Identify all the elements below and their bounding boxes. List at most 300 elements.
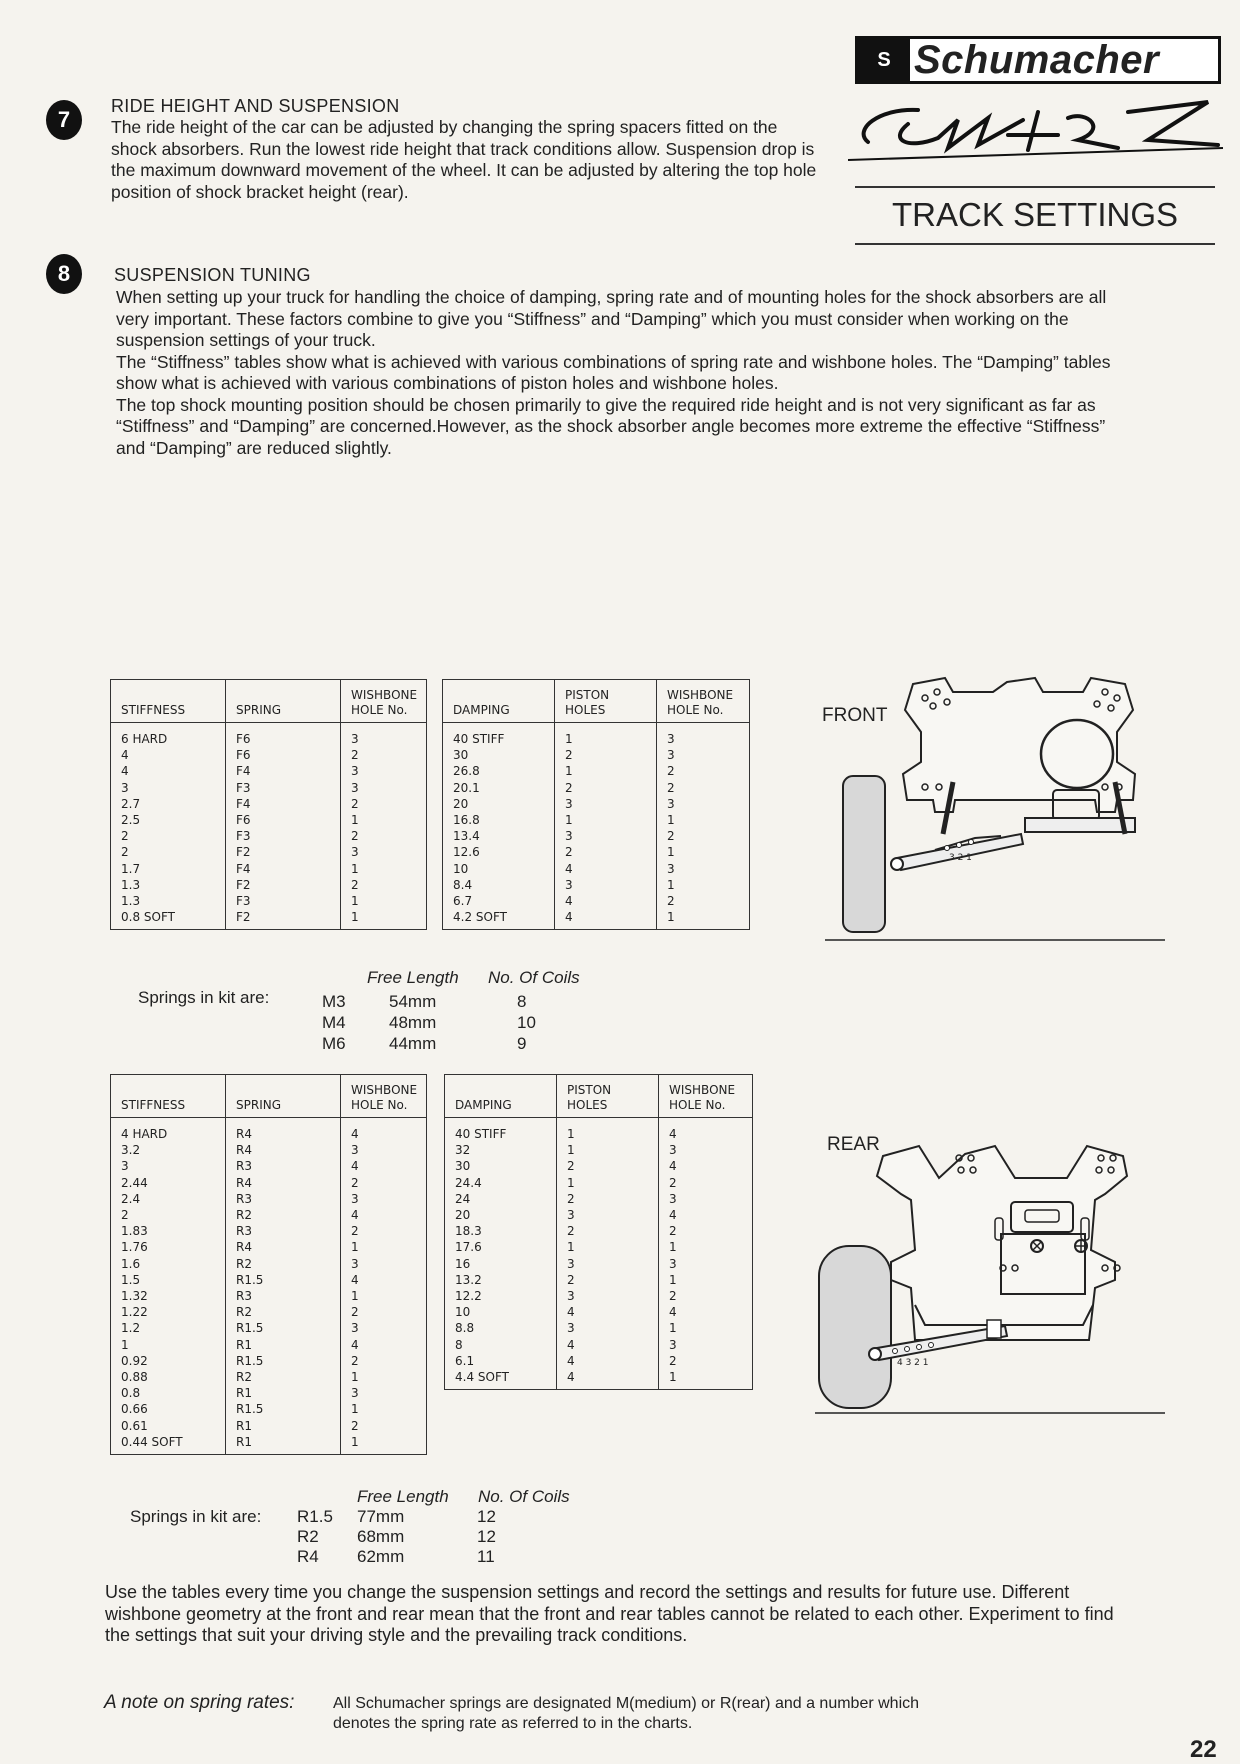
table-cell: 4 (341, 1207, 427, 1223)
table-cell: 3 (659, 1142, 753, 1158)
step-badge-8: 8 (46, 254, 82, 294)
front-kit-spring: M6 (322, 1034, 346, 1053)
table-cell: 10 (445, 1304, 557, 1320)
rear-damping-table (444, 1074, 753, 1390)
table-row (111, 1418, 427, 1434)
table-cell: R1 (226, 1434, 341, 1455)
table-cell: 8 (445, 1337, 557, 1353)
table-cell: F3 (226, 780, 341, 796)
table-cell: 12.2 (445, 1288, 557, 1304)
section-8-paragraph-3: The top shock mounting position should be chosen primarily to give the required ride height and is not very significant as far as “Stiffness” and “Damping” are concerned.However, as the shock absorber angle becomes more extreme the effective “Stiffness” and “Damping” are reduced slightly. (116, 394, 1106, 458)
table-row (443, 747, 750, 763)
table-row (445, 1142, 753, 1158)
table-cell: 1 (111, 1337, 226, 1353)
table-cell: 1.83 (111, 1223, 226, 1239)
table-cell: 24.4 (445, 1175, 557, 1191)
note-body: All Schumacher springs are designated M(medium) or R(rear) and a number which denotes the spring rate as referred to in the charts. (333, 1695, 920, 1732)
table-cell: 30 (443, 747, 555, 763)
table-cell: 3 (111, 780, 226, 796)
table-cell: 2 (341, 877, 427, 893)
table-cell: 4 (659, 1304, 753, 1320)
table-cell: 3 (659, 1337, 753, 1353)
table-cell: 4 (659, 1158, 753, 1174)
table-cell: 2 (657, 780, 750, 796)
table-cell: 1 (341, 893, 427, 909)
table-cell: 2 (341, 1304, 427, 1320)
table-cell: 1 (557, 1142, 659, 1158)
table-cell: 2.7 (111, 796, 226, 812)
col-header-stiffness: STIFFNESS (111, 680, 226, 723)
table-cell: 1 (659, 1369, 753, 1390)
front-kit-coils: 10 (517, 1013, 536, 1032)
table-cell: 1.76 (111, 1239, 226, 1255)
table-row (111, 1191, 427, 1207)
section-7-body (111, 117, 821, 203)
table-cell: 1 (341, 1239, 427, 1255)
table-cell: 32 (445, 1142, 557, 1158)
table-row (445, 1158, 753, 1174)
rear-kit-header-coils: No. Of Coils (478, 1487, 570, 1506)
table-cell: 1.5 (111, 1272, 226, 1288)
table-cell: 18.3 (445, 1223, 557, 1239)
table-row (111, 877, 427, 893)
table-row (111, 1288, 427, 1304)
table-cell: 1 (657, 812, 750, 828)
table-cell: 1 (341, 812, 427, 828)
table-cell: 1.2 (111, 1320, 226, 1336)
table-cell: 26.8 (443, 763, 555, 779)
front-kit-length: 44mm (389, 1034, 437, 1053)
table-cell: 1.6 (111, 1256, 226, 1272)
table-cell: R1.5 (226, 1272, 341, 1288)
table-cell: 13.2 (445, 1272, 557, 1288)
table-row (111, 796, 427, 812)
table-cell: 1 (555, 763, 657, 779)
table-cell: F2 (226, 877, 341, 893)
table-cell: 2.44 (111, 1175, 226, 1191)
table-cell: 1 (341, 1401, 427, 1417)
rear-kit-spring: R4 (297, 1547, 319, 1566)
table-cell: R1 (226, 1337, 341, 1353)
rear-kit-coils: 12 (477, 1507, 496, 1526)
table-row (111, 893, 427, 909)
table-cell: 16.8 (443, 812, 555, 828)
table-cell: 6.1 (445, 1353, 557, 1369)
table-row (111, 1272, 427, 1288)
rear-kit-spring: R2 (297, 1527, 319, 1546)
table-cell: 1 (341, 1288, 427, 1304)
table-cell: 2 (341, 747, 427, 763)
col-header-piston: PISTON HOLES (557, 1075, 659, 1118)
section-8-paragraph-2: The “Stiffness” tables show what is achieved with various combinations of spring rate and wishbone holes. The “Damping” tables show what is achieved with various combinations of piston holes and wishbone holes. (116, 351, 1111, 393)
section-7-title: RIDE HEIGHT AND SUSPENSION (111, 96, 400, 116)
table-cell: 0.61 (111, 1418, 226, 1434)
table-cell: 4.4 SOFT (445, 1369, 557, 1390)
table-cell: 2 (557, 1223, 659, 1239)
table-cell: 0.8 (111, 1385, 226, 1401)
table-cell: 4 (557, 1304, 659, 1320)
rear-kit-label: Springs in kit are: (130, 1507, 262, 1526)
table-cell: 2 (341, 796, 427, 812)
table-row (111, 812, 427, 828)
table-row (443, 893, 750, 909)
table-cell: 1 (341, 1434, 427, 1455)
table-cell: R2 (226, 1207, 341, 1223)
table-cell: 3 (341, 1385, 427, 1401)
table-row (443, 844, 750, 860)
table-cell: R2 (226, 1256, 341, 1272)
table-cell: 2 (557, 1191, 659, 1207)
table-cell: F3 (226, 828, 341, 844)
table-cell: 1 (657, 877, 750, 893)
table-cell: 3 (557, 1320, 659, 1336)
table-cell: R1.5 (226, 1320, 341, 1336)
table-row (111, 763, 427, 779)
title-rule-bottom (855, 243, 1215, 245)
table-row (111, 1401, 427, 1417)
col-header-wishbone: WISHBONE HOLE No. (657, 680, 750, 723)
table-row (111, 1239, 427, 1255)
front-kit-coils: 8 (517, 992, 527, 1011)
table-row (111, 1118, 427, 1143)
rear-kit-header-length: Free Length (357, 1487, 449, 1506)
table-cell: 8.8 (445, 1320, 557, 1336)
table-row (111, 828, 427, 844)
table-cell: 2 (555, 780, 657, 796)
rear-kit-length: 62mm (357, 1547, 405, 1566)
table-cell: 3 (557, 1288, 659, 1304)
table-cell: 1.32 (111, 1288, 226, 1304)
table-cell: 4 HARD (111, 1118, 226, 1143)
table-cell: 0.44 SOFT (111, 1434, 226, 1455)
table-cell: 3 (657, 861, 750, 877)
table-cell: 2 (657, 763, 750, 779)
table-cell: 0.88 (111, 1369, 226, 1385)
table-cell: F4 (226, 763, 341, 779)
table-cell: 2 (341, 1175, 427, 1191)
rear-label: REAR (827, 1134, 880, 1155)
table-cell: 3 (341, 723, 427, 748)
table-cell: 3 (659, 1256, 753, 1272)
table-cell: F6 (226, 812, 341, 828)
front-label: FRONT (822, 705, 888, 726)
rear-hole-numbers: 4 3 2 1 (897, 1358, 929, 1368)
front-kit-length: 48mm (389, 1013, 437, 1032)
table-cell: R4 (226, 1239, 341, 1255)
table-cell: 20.1 (443, 780, 555, 796)
table-cell: 4 (341, 1158, 427, 1174)
col-header-damping: DAMPING (443, 680, 555, 723)
table-cell: 3 (659, 1191, 753, 1207)
table-cell: 3 (555, 877, 657, 893)
table-cell: 30 (445, 1158, 557, 1174)
table-row (445, 1272, 753, 1288)
table-cell: 2 (111, 1207, 226, 1223)
table-cell: 2 (659, 1175, 753, 1191)
table-cell: 1.3 (111, 877, 226, 893)
step-badge-7: 7 (46, 100, 82, 140)
table-cell: 3 (341, 1256, 427, 1272)
table-cell: 2 (659, 1288, 753, 1304)
table-cell: R3 (226, 1288, 341, 1304)
table-row (445, 1304, 753, 1320)
table-cell: 1 (341, 861, 427, 877)
table-row (445, 1175, 753, 1191)
rear-kit-length: 77mm (357, 1507, 405, 1526)
brand-logo (855, 36, 1221, 84)
table-row (445, 1337, 753, 1353)
table-row (111, 861, 427, 877)
table-row (111, 723, 427, 748)
table-cell: 40 STIFF (445, 1118, 557, 1143)
table-row (445, 1207, 753, 1223)
table-cell: 3 (657, 796, 750, 812)
table-row (445, 1118, 753, 1143)
rear-kit-length: 68mm (357, 1527, 405, 1546)
table-cell: R4 (226, 1142, 341, 1158)
table-cell: 1 (555, 812, 657, 828)
table-cell: R1 (226, 1418, 341, 1434)
table-cell: 2 (555, 747, 657, 763)
table-cell: 4 (341, 1272, 427, 1288)
table-cell: 3 (657, 723, 750, 748)
table-cell: 2 (657, 828, 750, 844)
brand-name: Schumacher (914, 37, 1160, 82)
table-cell: 3.2 (111, 1142, 226, 1158)
page-title: TRACK SETTINGS (891, 196, 1179, 233)
table-cell: 3 (341, 1142, 427, 1158)
table-row (111, 1369, 427, 1385)
table-cell: 2 (657, 893, 750, 909)
table-cell: 1.3 (111, 893, 226, 909)
table-cell: 1 (659, 1320, 753, 1336)
table-row (445, 1239, 753, 1255)
rear-damping-body (445, 1118, 753, 1390)
table-cell: F6 (226, 723, 341, 748)
table-cell: R1.5 (226, 1353, 341, 1369)
table-cell: 1.22 (111, 1304, 226, 1320)
table-cell: 1 (659, 1239, 753, 1255)
table-row (111, 1158, 427, 1174)
table-row (111, 909, 427, 930)
table-row (445, 1223, 753, 1239)
table-cell: 8.4 (443, 877, 555, 893)
table-cell: 1.7 (111, 861, 226, 877)
table-row (111, 1434, 427, 1455)
title-rule-top (855, 186, 1215, 188)
table-row (111, 1223, 427, 1239)
table-cell: 2 (557, 1272, 659, 1288)
col-header-spring: SPRING (226, 1075, 341, 1118)
table-cell: 2 (341, 1418, 427, 1434)
table-cell: 4.2 SOFT (443, 909, 555, 930)
table-cell: 12.6 (443, 844, 555, 860)
table-cell: 2 (341, 828, 427, 844)
table-cell: 1 (657, 844, 750, 860)
table-row (443, 796, 750, 812)
table-cell: F4 (226, 796, 341, 812)
table-cell: R3 (226, 1158, 341, 1174)
table-row (443, 763, 750, 779)
table-row (443, 723, 750, 748)
table-cell: 1 (555, 723, 657, 748)
table-row (111, 1320, 427, 1336)
cougar-logo-graphic (848, 90, 1223, 168)
table-cell: R3 (226, 1191, 341, 1207)
table-cell: R1.5 (226, 1401, 341, 1417)
table-cell: 10 (443, 861, 555, 877)
table-cell: R3 (226, 1223, 341, 1239)
rear-stiffness-table (110, 1074, 427, 1455)
table-cell: 17.6 (445, 1239, 557, 1255)
table-cell: 3 (555, 828, 657, 844)
front-kit-header-coils: No. Of Coils (488, 968, 580, 987)
table-cell: R4 (226, 1118, 341, 1143)
front-suspension-diagram (825, 672, 1165, 942)
table-cell: 4 (341, 1118, 427, 1143)
table-row (111, 1142, 427, 1158)
table-cell: 3 (555, 796, 657, 812)
table-cell: 3 (557, 1207, 659, 1223)
table-cell: 3 (341, 780, 427, 796)
table-cell: 40 STIFF (443, 723, 555, 748)
table-cell: 4 (659, 1118, 753, 1143)
front-hole-numbers: 3 2 1 (949, 853, 972, 863)
table-cell: 4 (341, 1337, 427, 1353)
table-cell: 3 (341, 763, 427, 779)
front-kit-label: Springs in kit are: (138, 988, 270, 1007)
table-row (111, 1337, 427, 1353)
table-row (111, 1256, 427, 1272)
table-cell: 2.5 (111, 812, 226, 828)
table-cell: 16 (445, 1256, 557, 1272)
front-damping-body (443, 723, 750, 930)
table-cell: 20 (443, 796, 555, 812)
table-cell: F6 (226, 747, 341, 763)
table-cell: 0.8 SOFT (111, 909, 226, 930)
front-stiffness-body (111, 723, 427, 930)
table-row (111, 1385, 427, 1401)
table-cell: 1 (557, 1175, 659, 1191)
table-row (445, 1369, 753, 1390)
rear-kit-coils: 12 (477, 1527, 496, 1546)
table-cell: 0.66 (111, 1401, 226, 1417)
table-cell: 1 (659, 1272, 753, 1288)
table-row (443, 780, 750, 796)
table-row (443, 877, 750, 893)
section-7-paragraph: The ride height of the car can be adjusted by changing the spring spacers fitted on the shock absorbers. Run the lowest ride height that track conditions allow. Suspension drop is the maximum downward movement of the wheel. It can be adjusted by altering the top hole position of shock bracket height (rear). (111, 117, 817, 202)
table-cell: 4 (557, 1369, 659, 1390)
table-row (445, 1353, 753, 1369)
front-damping-table (442, 679, 750, 930)
table-row (111, 747, 427, 763)
table-cell: F2 (226, 909, 341, 930)
table-cell: R2 (226, 1369, 341, 1385)
table-cell: 2 (659, 1223, 753, 1239)
table-row (111, 1353, 427, 1369)
front-kit-length: 54mm (389, 992, 437, 1011)
table-cell: 20 (445, 1207, 557, 1223)
table-cell: F2 (226, 844, 341, 860)
front-kit-coils: 9 (517, 1034, 527, 1053)
table-cell: 4 (555, 909, 657, 930)
table-cell: 4 (111, 763, 226, 779)
table-cell: 3 (111, 1158, 226, 1174)
front-stiffness-table (110, 679, 427, 930)
table-row (445, 1256, 753, 1272)
table-cell: 1 (341, 1369, 427, 1385)
table-cell: 2 (341, 1353, 427, 1369)
table-cell: 1 (657, 909, 750, 930)
table-row (443, 909, 750, 930)
front-kit-spring: M3 (322, 992, 346, 1011)
table-row (445, 1320, 753, 1336)
rear-stiffness-body (111, 1118, 427, 1455)
table-cell: 2 (557, 1158, 659, 1174)
table-cell: 3 (341, 844, 427, 860)
table-cell: 13.4 (443, 828, 555, 844)
col-header-spring: SPRING (226, 680, 341, 723)
table-cell: 3 (657, 747, 750, 763)
col-header-damping: DAMPING (445, 1075, 557, 1118)
front-kit-header-length: Free Length (367, 968, 459, 987)
table-cell: 1 (341, 909, 427, 930)
table-cell: 24 (445, 1191, 557, 1207)
col-header-wishbone: WISHBONE HOLE No. (341, 1075, 427, 1118)
table-cell: 4 (555, 893, 657, 909)
table-cell: 3 (557, 1256, 659, 1272)
table-cell: 2 (555, 844, 657, 860)
page-number: 22 (1190, 1736, 1217, 1763)
col-header-wishbone: WISHBONE HOLE No. (341, 680, 427, 723)
table-row (443, 861, 750, 877)
table-cell: 4 (111, 747, 226, 763)
table-cell: R2 (226, 1304, 341, 1320)
table-cell: 6 HARD (111, 723, 226, 748)
table-cell: 1 (557, 1118, 659, 1143)
table-cell: 6.7 (443, 893, 555, 909)
table-cell: 4 (555, 861, 657, 877)
table-cell: 4 (557, 1353, 659, 1369)
rear-kit-spring: R1.5 (297, 1507, 333, 1526)
table-cell: 3 (341, 1320, 427, 1336)
table-row (111, 1304, 427, 1320)
brand-mark: S (858, 39, 910, 81)
table-row (111, 1207, 427, 1223)
table-cell: 1 (557, 1239, 659, 1255)
section-8-title: SUSPENSION TUNING (114, 265, 311, 285)
section-8-body (116, 287, 1136, 459)
rear-suspension-diagram (815, 1140, 1165, 1415)
table-row (445, 1288, 753, 1304)
table-row (445, 1191, 753, 1207)
table-row (111, 1175, 427, 1191)
front-kit-spring: M4 (322, 1013, 346, 1032)
rear-kit-coils: 11 (477, 1547, 495, 1566)
table-cell: 4 (557, 1337, 659, 1353)
table-row (443, 828, 750, 844)
table-row (443, 812, 750, 828)
table-cell: 2 (341, 1223, 427, 1239)
table-cell: 4 (659, 1207, 753, 1223)
table-cell: 2 (111, 844, 226, 860)
table-cell: 2.4 (111, 1191, 226, 1207)
col-header-wishbone: WISHBONE HOLE No. (659, 1075, 753, 1118)
table-cell: 2 (111, 828, 226, 844)
table-cell: 2 (659, 1353, 753, 1369)
table-row (111, 844, 427, 860)
table-row (111, 780, 427, 796)
